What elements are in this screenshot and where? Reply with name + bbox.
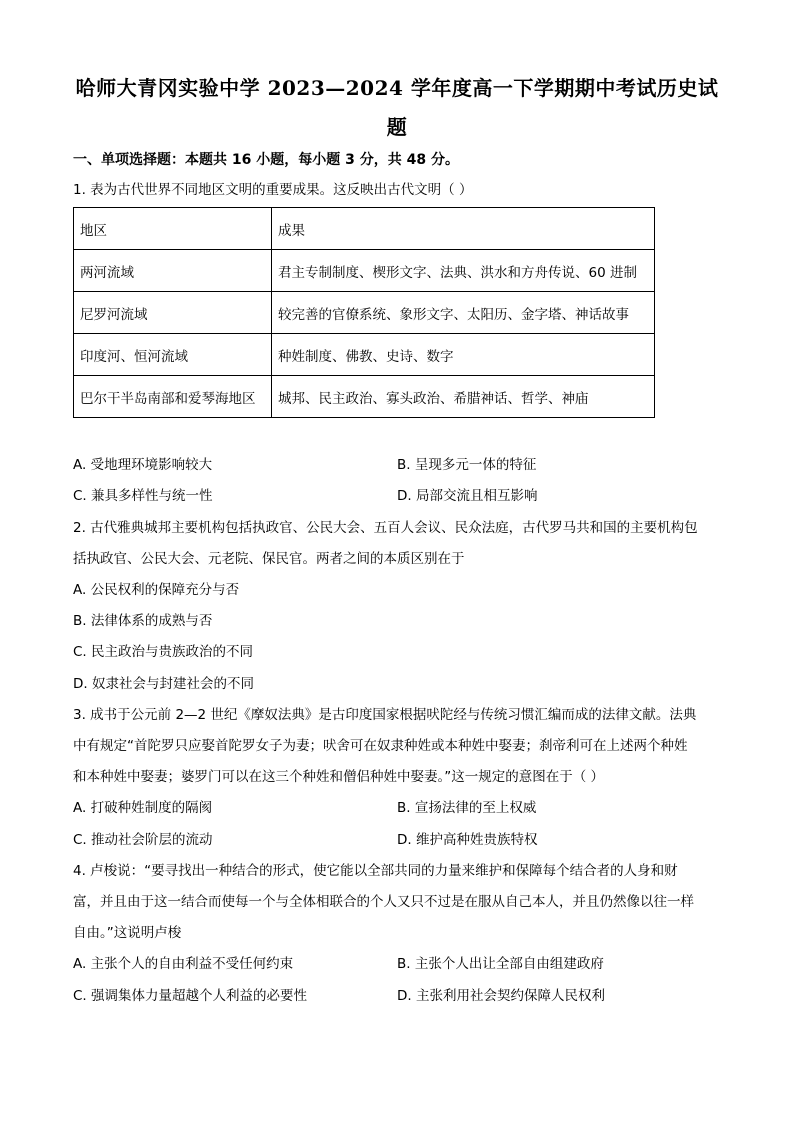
q1-option-d: D. 局部交流且相互影响 [397, 488, 538, 504]
q4-stem-line3: 自由。”这说明卢梭 [73, 925, 182, 941]
table-cell-region: 尼罗河流域 [74, 292, 272, 334]
table-row [74, 334, 655, 376]
q4-option-c: C. 强调集体力量超越个人利益的必要性 [73, 988, 308, 1004]
q3-option-a: A. 打破种姓制度的隔阂 [73, 800, 213, 816]
q4-stem-line2: 富，并且由于这一结合而使每一个与全体相联合的个人又只不过是在服从自己本人，并且仍然像以往一样 [73, 894, 694, 910]
q1-stem: 1. 表为古代世界不同地区文明的重要成果。这反映出古代文明（ ） [73, 182, 473, 198]
table-header-region: 地区 [74, 208, 272, 250]
q1-option-c: C. 兼具多样性与统一性 [73, 488, 213, 504]
q1-option-a: A. 受地理环境影响较大 [73, 457, 213, 473]
q3-option-c: C. 推动社会阶层的流动 [73, 832, 213, 848]
q2-stem-line2: 括执政官、公民大会、元老院、保民官。两者之间的本质区别在于 [73, 551, 465, 567]
table-row [74, 292, 655, 334]
table-header-achievement: 成果 [272, 208, 655, 250]
exam-title: 哈师大青冈实验中学 2023—2024 学年度高一下学期期中考试历史试 [75, 76, 719, 100]
table-cell-achievement: 较完善的官僚系统、象形文字、太阳历、金字塔、神话故事 [272, 292, 655, 334]
q4-option-d: D. 主张利用社会契约保障人民权利 [397, 988, 605, 1004]
q3-stem-line2: 中有规定“首陀罗只应娶首陀罗女子为妻；吠舍可在奴隶种姓或本种姓中娶妻；刹帝利可在上述两个种姓 [73, 738, 688, 754]
q2-stem-line1: 2. 古代雅典城邦主要机构包括执政官、公民大会、五百人会议、民众法庭，古代罗马共和国的主要机构包 [73, 520, 698, 536]
q3-stem-line1: 3. 成书于公元前 2—2 世纪《摩奴法典》是古印度国家根据吠陀经与传统习惯汇编而成的法律文献。法典 [73, 707, 697, 723]
q4-option-b: B. 主张个人出让全部自由组建政府 [397, 956, 604, 972]
q3-option-d: D. 维护高种姓贵族特权 [397, 832, 538, 848]
q2-option-b: B. 法律体系的成熟与否 [73, 613, 213, 629]
section-heading: 一、单项选择题：本题共 16 小题，每小题 3 分，共 48 分。 [73, 152, 459, 168]
table-row [74, 250, 655, 292]
q1-option-b: B. 呈现多元一体的特征 [397, 457, 537, 473]
q2-option-d: D. 奴隶社会与封建社会的不同 [73, 676, 254, 692]
q4-stem-line1: 4. 卢梭说：“要寻找出一种结合的形式，使它能以全部共同的力量来维护和保障每个结合者的人身和财 [73, 863, 678, 879]
exam-title-continued: 题 [386, 115, 408, 139]
q2-option-c: C. 民主政治与贵族政治的不同 [73, 644, 254, 660]
q3-option-b: B. 宣扬法律的至上权威 [397, 800, 537, 816]
q1-table [73, 207, 655, 418]
table-cell-achievement: 城邦、民主政治、寡头政治、希腊神话、哲学、神庙 [272, 376, 655, 418]
q4-option-a: A. 主张个人的自由利益不受任何约束 [73, 956, 294, 972]
q3-stem-line3: 和本种姓中娶妻；婆罗门可以在这三个种姓和僧侣种姓中娶妻。”这一规定的意图在于（ ） [73, 769, 605, 785]
table-cell-achievement: 君主专制制度、楔形文字、法典、洪水和方舟传说、60 进制 [272, 250, 655, 292]
table-cell-region: 两河流域 [74, 250, 272, 292]
table-row [74, 376, 655, 418]
table-cell-achievement: 种姓制度、佛教、史诗、数字 [272, 334, 655, 376]
table-cell-region: 印度河、恒河流域 [74, 334, 272, 376]
q2-option-a: A. 公民权利的保障充分与否 [73, 582, 240, 598]
table-header-row [74, 208, 655, 250]
table-cell-region: 巴尔干半岛南部和爱琴海地区 [74, 376, 272, 418]
